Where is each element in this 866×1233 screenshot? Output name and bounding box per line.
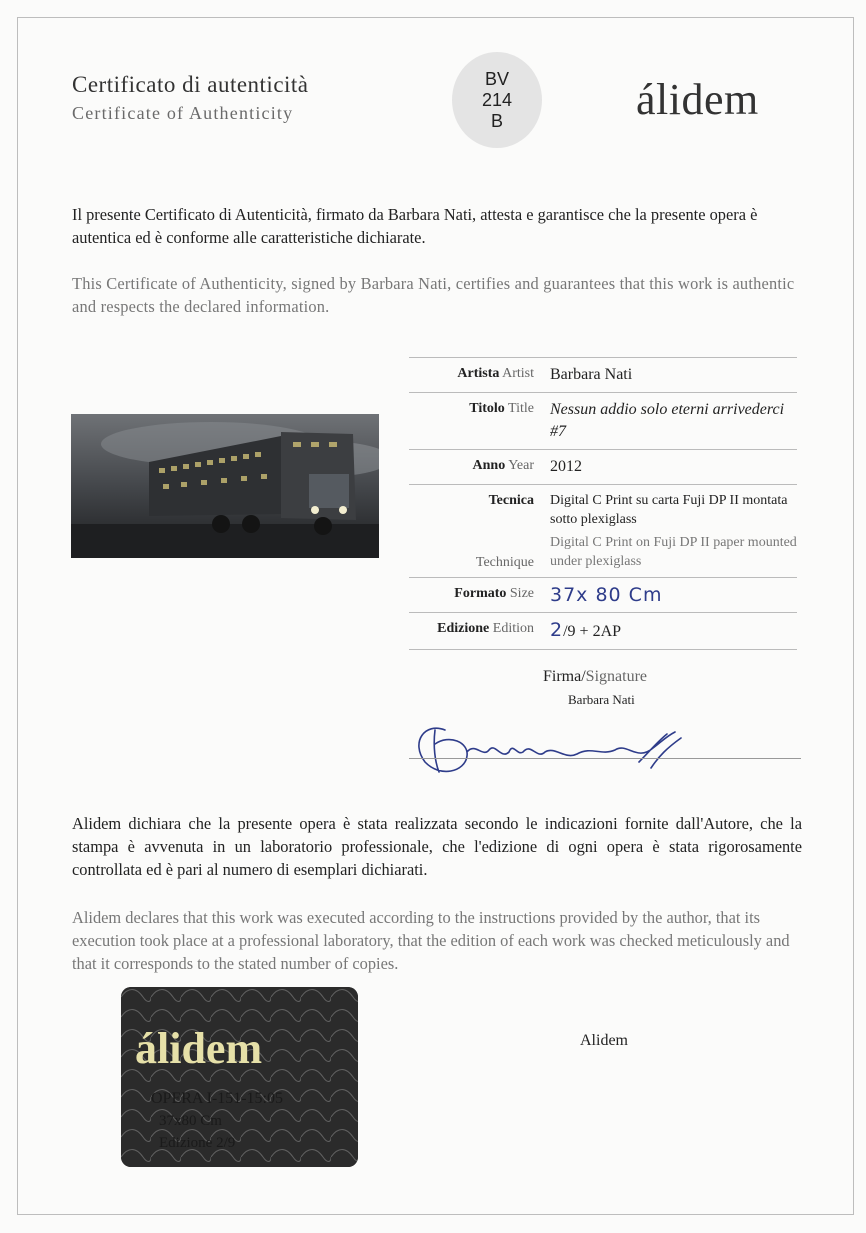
year-row — [409, 450, 797, 485]
technique-label-it: Tecnica — [488, 493, 534, 508]
stamp-line: B — [490, 110, 503, 131]
edition-number-handwritten: 2 — [550, 619, 564, 641]
size-label-en: Size — [509, 586, 534, 601]
size-value-handwritten: 37x 80 Cm — [550, 584, 663, 606]
declaration-paragraph-english: Alidem declares that this work was executed according to the instructions provided by the author, that its execution took place at a professional laboratory, that the edition of each work was checked meticulously and that it corresponds to the stated number of copies. — [72, 908, 790, 973]
hologram-seal — [121, 987, 358, 1167]
signature-label-en: Signature — [585, 668, 647, 685]
signatory-name: Barbara Nati — [568, 692, 635, 707]
title-label-it: Titolo — [469, 401, 505, 416]
declaration-paragraph-italian: Alidem dichiara che la presente opera è stata realizzata secondo le indicazioni fornite dall'Autore, che la stampa è avvenuta in un laboratorio professionale, che l'edizione di ogni opera è stata rigorosamente controllata ed è pari al numero di esemplari dichiarati. — [72, 814, 802, 879]
signature-heading — [543, 668, 647, 686]
artist-row — [409, 358, 797, 393]
title-value: Nessun addio solo eterni arrivederci #7 — [550, 401, 785, 440]
edition-row — [409, 613, 797, 650]
size-row — [409, 578, 797, 613]
intro-paragraph-italian: Il presente Certificato di Autenticità, firmato da Barbara Nati, attesta e garantisce che la presente opera è autentica ed è conforme alle caratteristiche dichiarate. — [72, 205, 758, 247]
issuer-name: Alidem — [580, 1032, 628, 1049]
hologram-logo: álidem — [135, 1024, 263, 1073]
hologram-opera-code: OPERA I-151-15:05 — [151, 1090, 283, 1107]
stamp-line: 214 — [481, 89, 513, 110]
signature-line — [409, 758, 801, 759]
intro-paragraph-english: This Certificate of Authenticity, signed by Barbara Nati, certifies and guarantees that this work is authentic and respects the declared information. — [72, 274, 795, 316]
signature-label-it: Firma/ — [543, 668, 586, 685]
artist-value: Barbara Nati — [550, 366, 633, 383]
title-row — [409, 393, 797, 450]
technique-row — [409, 485, 797, 578]
year-label-en: Year — [508, 458, 534, 473]
artist-label-it: Artista — [457, 366, 500, 381]
technique-value-it: Digital C Print su carta Fuji DP II montata sotto plexiglass — [550, 493, 788, 527]
size-label-it: Formato — [454, 586, 507, 601]
hologram-size: 37x80 Cm — [159, 1113, 222, 1129]
handwritten-signature — [405, 712, 695, 787]
technique-label-en: Technique — [475, 555, 534, 570]
alidem-logo: álidem — [636, 75, 759, 124]
artist-label-en: Artist — [502, 366, 534, 381]
edition-label-en: Edition — [492, 621, 534, 636]
artwork-details-table — [409, 357, 797, 650]
technique-value-en: Digital C Print on Fuji DP II paper mounted under plexiglass — [550, 535, 797, 569]
edition-value: /9 + 2AP — [563, 623, 622, 640]
title-label-en: Title — [508, 401, 534, 416]
year-label-it: Anno — [472, 458, 506, 473]
certificate-title-english: Certificate of Authenticity — [72, 103, 294, 123]
certificate-title-italian: Certificato di autenticità — [72, 72, 309, 97]
hologram-edition: Edizione 2/9 — [159, 1135, 236, 1151]
artwork-thumbnail — [71, 414, 379, 558]
edition-label-it: Edizione — [437, 621, 490, 636]
inventory-stamp — [452, 52, 542, 148]
stamp-line: BV — [484, 68, 509, 89]
year-value: 2012 — [550, 458, 582, 475]
